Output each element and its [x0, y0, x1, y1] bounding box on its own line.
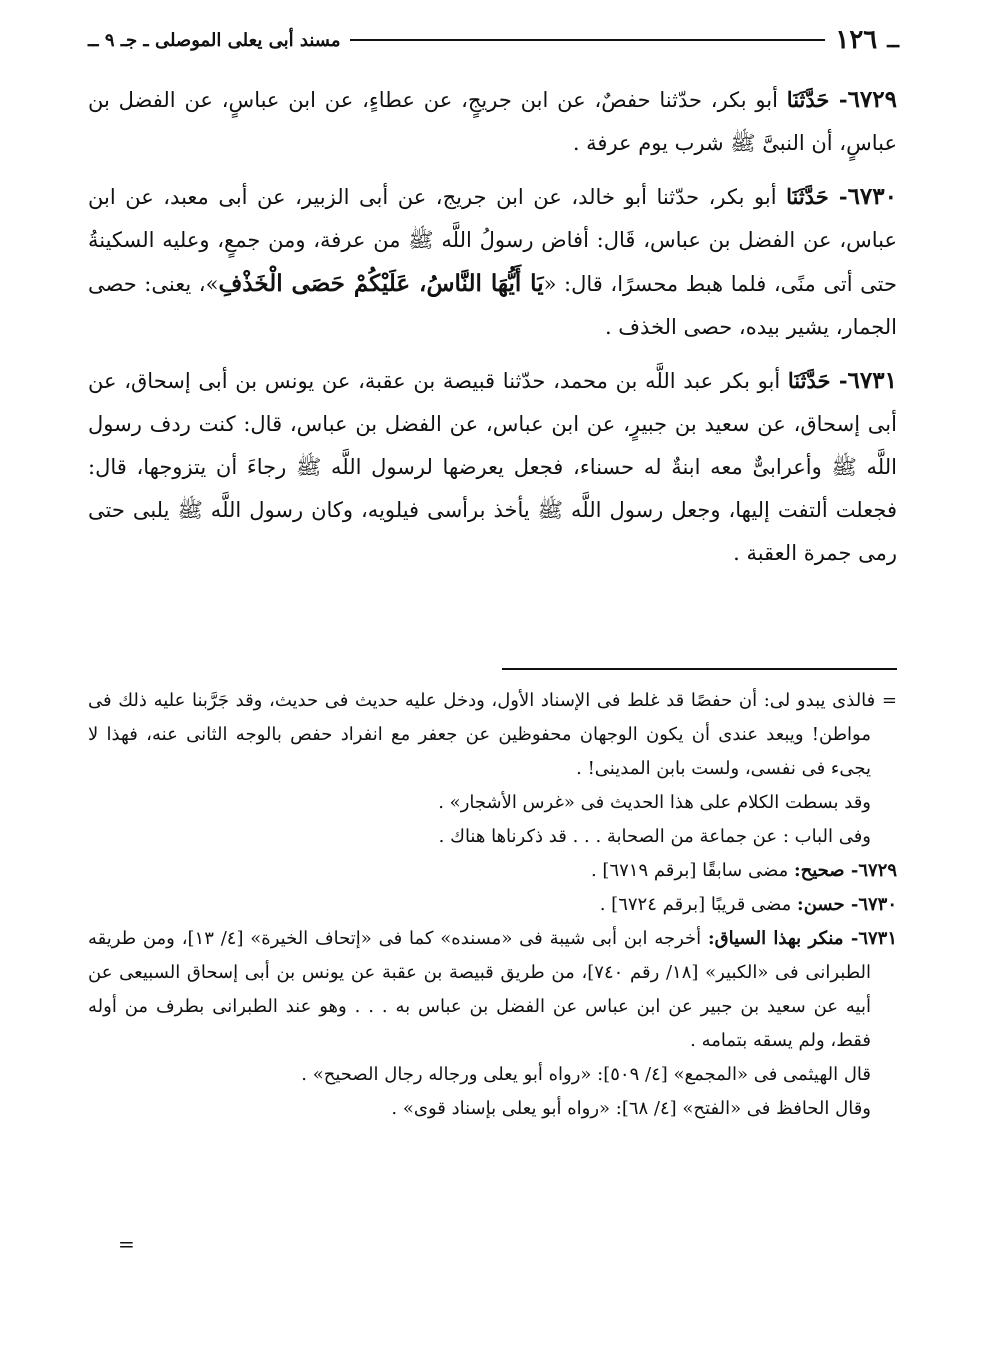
footnote-grade: ٦٧٣١- منكر بهذا السياق:: [708, 928, 897, 949]
footnote-text: أخرجه ابن أبى شيبة فى «مسنده» كما فى «إتحاف الخيرة» [٤/ ١٣]، ومن طريقه الطبرانى فى «الكبير» [١٨/ رقم ٧٤٠]، من طريق قبيصة بن عقبة عن يونس بن أبى إسحاق السبيعى عن أبيه عن سعيد بن جبير عن ابن عباس عن الفضل بن عباس به . . . وهو عند الطبرانى بطرف من أوله فقط، ولم يسقه بتمامه .: [88, 928, 871, 1051]
hadith-lead: - حَدَّثَنَا: [786, 87, 848, 112]
footnote-grade: ٦٧٣٠- حسن:: [797, 894, 897, 915]
running-header: [88, 24, 899, 56]
continuation-mark: =: [118, 1232, 135, 1256]
footnotes: [88, 684, 897, 1126]
footnote-grade: ٦٧٢٩- صحيح:: [793, 860, 897, 881]
footnote-paragraph: وقال الحافظ فى «الفتح» [٤/ ٦٨]: «رواه أبو يعلى بإسناد قوى» .: [391, 1098, 871, 1119]
hadith-text: أبو بكر، حدّثنا أبو خالد، عن ابن جريج، عن أبى الزبير، عن أبى معبد، عن ابن عباس، عن الفضل بن عباس، قَال: أفاض رسولُ اللَّه ﷺ من عرفة، ومن جمعٍ، وعليه السكينةُ حتى أتى منًى، فلما هبط محسرًا، قال: «: [88, 185, 897, 296]
hadith-quote: يَا أَيُّهَا النَّاسُ، عَلَيْكُمْ حَصَى الْخَذْفِ: [218, 270, 544, 297]
footnote-text: مضى سابقًا [برقم ٦٧١٩] .: [590, 860, 789, 881]
footnote-6731: [88, 922, 897, 1058]
hadith-text: أبو بكر عبد اللَّه بن محمد، حدّثنا قبيصة بن عقبة، عن يونس بن أبى إسحاق، عن أبى إسحاق، عن سعيد بن جبيرٍ، عن ابن عباس، عن الفضل بن عباس، قال: كنت ردف رسول اللَّه ﷺ وأعرابىٌّ معه ابنةٌ له حسناء، فجعل يعرضها لرسول اللَّه ﷺ رجاءَ أن يتزوجها، قال: فجعلت ألتفت إليها، وجعل رسول اللَّه ﷺ يأخذ برأسى فيلويه، وكان رسول اللَّه ﷺ يلبى حتى رمى جمرة العقبة .: [88, 369, 897, 565]
hadith-number: ٦٧٣٠: [847, 183, 897, 210]
hadith-6730: [88, 175, 897, 349]
footnote-paragraph: وفى الباب : عن جماعة من الصحابة . . . قد ذكرناها هناك .: [438, 826, 871, 847]
hadith-6729: [88, 78, 897, 165]
hadith-6731: [88, 359, 897, 575]
footnote-6730: [88, 888, 897, 922]
footnote-continuation: = فالذى يبدو لى: أن حفصًا قد غلط فى الإسناد الأول، ودخل عليه حديث فى حديث، وقد جَرَّبنا عليه ذلك فى مواطن! ويبعد عندى أن يكون الوجهان محفوظين عن جعفر مع انفراد حفص بالوجه الثانى عنه، فهذا لا يجىء فى نفسى، ولست بابن المدينى! .: [88, 690, 897, 779]
hadith-text: أبو بكر، حدّثنا حفصٌ، عن ابن جريجٍ، عن عطاءٍ، عن ابن عباسٍ، عن الفضل بن عباسٍ، أن النبىَّ ﷺ شرب يوم عرفة .: [88, 88, 897, 155]
footnote-divider: [502, 668, 897, 670]
main-text: [88, 78, 897, 585]
footnote-paragraph: قال الهيثمى فى «المجمع» [٤/ ٥٠٩]: «رواه أبو يعلى ورجاله رجال الصحيح» .: [301, 1064, 871, 1085]
hadith-lead: - حَدَّثَنَا: [787, 368, 848, 393]
footnote-6729: [88, 854, 897, 888]
footnote-text: مضى قريبًا [برقم ٦٧٢٤] .: [599, 894, 792, 915]
hadith-number: ٦٧٣١: [847, 367, 897, 394]
page-number: ١٢٦: [835, 25, 878, 55]
header-dash: ــ: [887, 28, 899, 52]
hadith-lead: - حَدَّثَنَا: [786, 184, 848, 209]
hadith-number: ٦٧٢٩: [847, 86, 897, 113]
book-title: مسند أبى يعلى الموصلى ـ جـ ٩ ــ: [88, 29, 341, 51]
header-rule: [350, 39, 825, 41]
hadith-text-tail: »، يعنى: حصى الجمار، يشير بيده، حصى الخذف .: [88, 272, 897, 339]
footnote-paragraph: وقد بسطت الكلام على هذا الحديث فى «غرس الأشجار» .: [438, 792, 871, 813]
